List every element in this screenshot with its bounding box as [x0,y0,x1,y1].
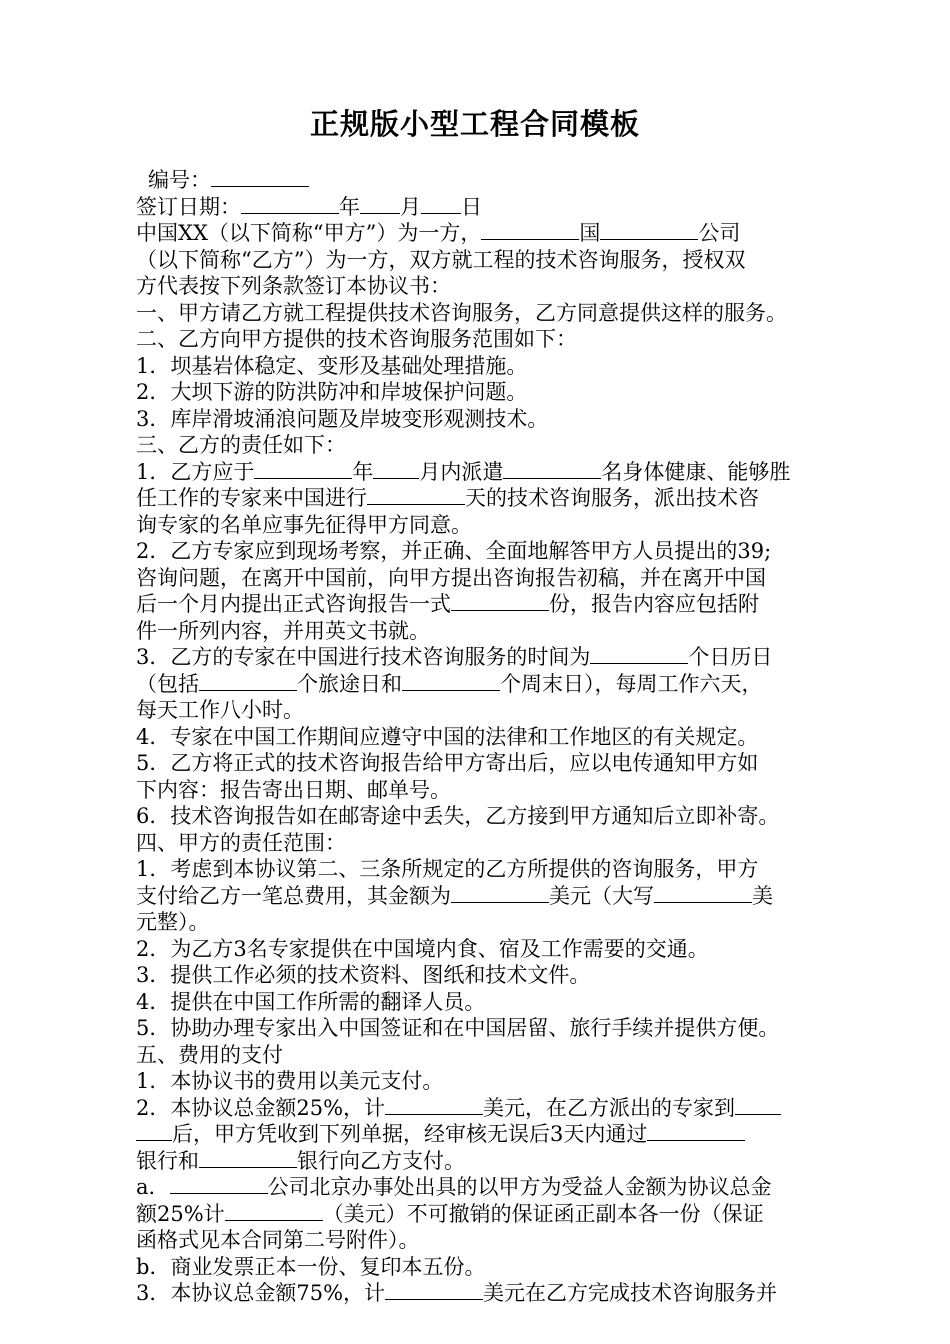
blank-line [254,460,352,479]
document-body [136,167,826,1307]
list-item: 4．提供在中国工作所需的翻译人员。 [136,989,486,1014]
blank-line [451,592,549,611]
section-heading: 二、乙方向甲方提供的技术咨询服务范围如下： [136,327,577,351]
blank-line [590,645,688,664]
text-line-serial: 编号： [136,167,826,194]
section-heading: 一、甲方请乙方就工程提供技术咨询服务，乙方同意提供这样的服务。 [136,300,787,325]
section-heading: 三、乙方的责任如下： [136,433,346,457]
text-line: 后，甲方凭收到下列单据，经审核无误后3天内通过 [136,1121,826,1148]
list-item: 3．库岸滑坡涌浪问题及岸坡变形观测技术。 [136,406,549,431]
text-line: 任工作的专家来中国进行 天的技术咨询服务，派出技术咨 [136,486,759,510]
blank-line [225,1202,323,1221]
blank-line [367,486,465,505]
list-item: a． 公司北京办事处出具的以甲方为受益人金额为协议总金 [136,1175,772,1199]
text-line: 方代表按下列条款签订本协议书： [136,274,451,298]
list-item: 5．协助办理专家出入中国签证和在中国居留、旅行手续并提供方便。 [136,1016,780,1040]
text-line: 件一所列内容，并用英文书就。 [136,618,430,643]
text-line: 中国XX（以下简称“甲方”）为一方， 国 公司 [136,221,741,245]
blank-line [503,460,601,479]
list-item: 3．乙方的专家在中国进行技术咨询服务的时间为 个日历日 [136,645,773,669]
text-line: 后一个月内提出正式咨询报告一式 份，报告内容应包括附 [136,592,759,616]
blank-line [373,460,419,479]
list-item: 1．坝基岩体稳定、变形及基础处理措施。 [136,353,528,378]
section-heading: 五、费用的支付 [136,1042,283,1067]
list-item: 2．本协议总金额25%，计 美元，在乙方派出的专家到 [136,1095,826,1122]
text-line-sign-date: 签订日期： 年 月 日 [136,194,482,219]
list-item: 1．乙方应于 年 月内派遣 名身体健康、能够胜 [136,459,791,484]
section-heading: 四、甲方的责任范围： [136,830,346,855]
blank-line [211,168,309,187]
text-line: 咨询问题，在离开中国前，向甲方提出咨询报告初稿，并在离开中国 [136,565,766,590]
list-item: b．商业发票正本一份、复印本五份。 [136,1254,486,1279]
list-item: 1．本协议书的费用以美元支付。 [136,1069,444,1093]
list-item: 2．乙方专家应到现场考察，并正确、全面地解答甲方人员提出的39; [136,539,772,563]
blank-line [170,1175,268,1194]
blank-line [241,195,339,214]
blank-line [402,672,500,691]
text-line: 支付给乙方一笔总费用，其金额为 美元（大写 美 [136,883,773,908]
text-line: 额25%计 （美元）不可撤销的保证函正副本各一份（保证 [136,1201,764,1226]
text-line: （以下简称“乙方”）为一方，双方就工程的技术咨询服务，授权双 [136,247,746,272]
text-line: 下内容：报告寄出日期、邮单号。 [136,777,451,802]
text-line: 函格式见本合同第二号附件）。 [136,1228,420,1252]
list-item: 2．为乙方3名专家提供在中国境内食、宿及工作需要的交通。 [136,936,709,961]
blank-line [451,884,549,903]
blank-line [199,1149,297,1168]
blank-line [136,1122,172,1141]
list-item: 6．技术咨询报告如在邮寄途中丢失，乙方接到甲方通知后立即补寄。 [136,804,780,828]
text-line: 询专家的名单应事先征得甲方同意。 [136,512,472,537]
document-title: 正规版小型工程合同模板 [309,107,640,141]
blank-line [385,1096,483,1115]
blank-line [421,195,461,214]
list-item: 1．考虑到本协议第二、三条所规定的乙方所提供的咨询服务，甲方 [136,857,759,881]
text-line: 银行和 银行向乙方支付。 [136,1148,465,1173]
blank-line [199,672,297,691]
blank-line [647,1122,745,1141]
list-item: 5．乙方将正式的技术咨询报告给甲方寄出后，应以电传通知甲方如 [136,751,759,775]
blank-line [385,1281,483,1300]
blank-line [654,884,752,903]
text-line: 元整）。 [136,910,210,934]
text-line: 每天工作八小时。 [136,698,304,722]
list-item: 3．本协议总金额75%，计 美元在乙方完成技术咨询服务并 [136,1281,778,1305]
blank-line [360,195,400,214]
list-item: 3．提供工作必须的技术资料、图纸和技术文件。 [136,963,591,987]
blank-line [481,221,579,240]
list-item: 2．大坝下游的防洪防冲和岸坡保护问题。 [136,380,528,404]
list-item: 4．专家在中国工作期间应遵守中国的法律和工作地区的有关规定。 [136,724,759,749]
blank-line [600,221,698,240]
blank-line [735,1096,781,1115]
text-line: （包括 个旅途日和 个周末日），每周工作六天， [136,671,763,696]
